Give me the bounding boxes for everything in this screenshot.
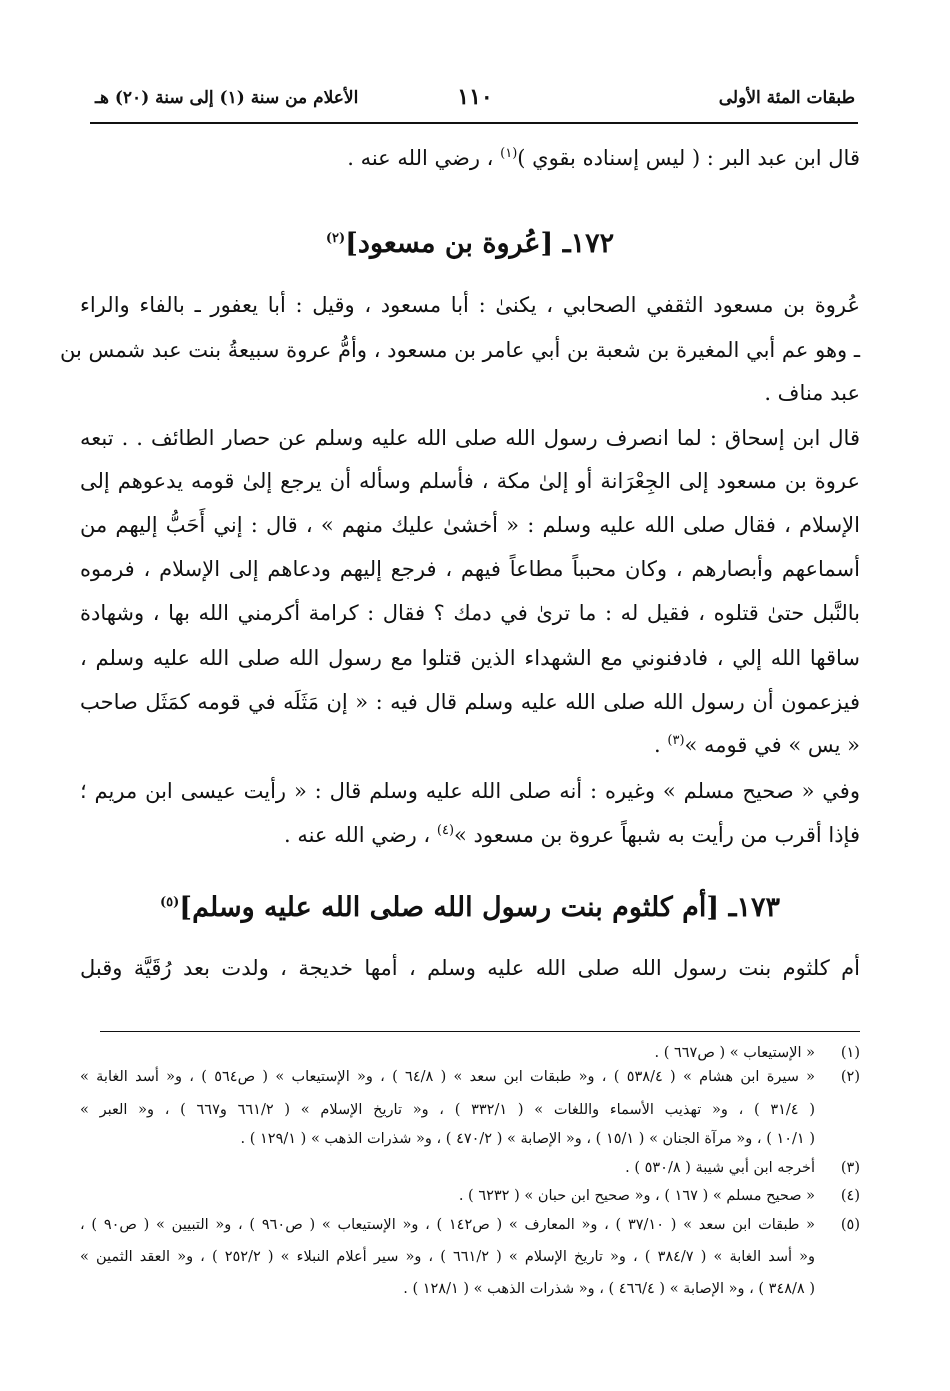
footnote-rule <box>100 1031 860 1032</box>
para3-last-text: فإذا أقرب من رأيت به شبهاً عروة بن مسعود » <box>454 823 860 847</box>
footnote-text: ( ١٠/١ ) ، و« مرآة الجنان » ( ١٥/١ ) ، و« الإصابة » ( ٤٧٠/٢ ) ، و« شذرات الذهب » ( ١٢٩/١ ) . <box>240 1131 815 1147</box>
footnote-ref-1: (١) <box>500 146 518 161</box>
para1-line: ـ وهو عم أبي المغيرة بن شعبة بن أبي عامر بن مسعود ، وأمُّ عروة سبيعةُ بنت عبد شمس بن <box>60 338 860 362</box>
para2-last-text: « يس » في قومه » <box>684 733 860 757</box>
page-number: ١١٠ <box>457 84 493 110</box>
footnote-number: (٥) <box>840 1217 860 1233</box>
entry-173-para-line: أم كلثوم بنت رسول الله صلى الله عليه وسلم ، أمها خديجة ، ولدت بعد رُقَيَّة وقبل <box>80 956 860 980</box>
para2-last-tail: . <box>654 733 668 757</box>
footnote-ref-5: (٥) <box>160 895 180 910</box>
footnote-text: أخرجه ابن أبي شيبة ( ٥٣٠/٨ ) . <box>625 1160 815 1176</box>
footnote-text: ( ٣١/٤ ) ، و« تهذيب الأسماء واللغات » ( ٣٣٢/١ ) ، و« تاريخ الإسلام » ( ٦٦١/٢ و٦٦٧ ) ، و« العبر » <box>80 1102 815 1118</box>
footnote-text: « الإستيعاب » ( ص٦٦٧ ) . <box>654 1045 815 1061</box>
footnote-3 <box>80 1155 860 1181</box>
footnote-ref-3: (٣) <box>667 733 685 748</box>
entry-172-title-text: ١٧٢ـ [عُروة بن مسعود] <box>345 228 615 259</box>
running-head-section: الأعلام من سنة (١) إلى سنة (٢٠) هـ <box>95 88 359 108</box>
footnote-2 <box>80 1064 860 1090</box>
footnote-text: و« أسد الغابة » ( ٣٨٤/٧ ) ، و« تاريخ الإسلام » ( ٦٦١/٢ ) ، و« سير أعلام النبلاء » ( ٢٥٢/٢ ) ، و« العقد الثمين » <box>80 1249 816 1265</box>
footnote-number: (٤) <box>840 1188 860 1204</box>
intro-line <box>80 143 860 173</box>
header-rule <box>90 122 858 124</box>
footnote-text: « سيرة ابن هشام » ( ٥٣٨/٤ ) ، و« طبقات ابن سعد » ( ٦٤/٨ ) ، و« الإستيعاب » ( ص٥٦٤ ) ، و« أسد الغابة » <box>80 1069 816 1085</box>
para3-last-tail: ، رضي الله عنه . <box>283 823 437 847</box>
para3-last-line <box>80 820 860 850</box>
footnote-text: « صحيح مسلم » ( ١٦٧ ) ، و« صحيح ابن حبان » ( ٦٢٣٢ ) . <box>458 1188 815 1204</box>
footnote-ref-2: (٢) <box>325 231 346 246</box>
footnote-4 <box>80 1183 860 1209</box>
footnote-5-cont <box>80 1276 860 1302</box>
footnote-text: ( ٣٤٨/٨ ) ، و« الإصابة » ( ٤٦٦/٤ ) ، و« شذرات الذهب » ( ١٢٨/١ ) . <box>403 1281 815 1297</box>
footnote-5 <box>80 1212 860 1238</box>
para2-line: فيزعمون أن رسول الله صلى الله عليه وسلم قال فيه : « إن مَثَلَه في قومه كمَثَل صاحب <box>80 690 860 714</box>
footnote-number: (١) <box>840 1045 860 1061</box>
para2-line: بالنَّبل حتىٰ قتلوه ، فقيل له : ما ترىٰ في دمك ؟ فقال : كرامة أكرمني الله بها ، وشهادة <box>80 601 860 625</box>
para1-line: عبد مناف . <box>764 381 860 405</box>
para2-last-line <box>80 730 860 760</box>
entry-173-title <box>80 888 860 928</box>
entry-172-title <box>80 224 860 264</box>
para2-line: ساقها الله إلي ، فادفنوني مع الشهداء الذين قتلوا مع رسول الله صلى الله عليه وسلم ، <box>80 646 860 670</box>
entry-173-title-text: ١٧٣ـ [أم كلثوم بنت رسول الله صلى الله عليه وسلم] <box>179 892 780 923</box>
footnote-5-cont <box>80 1244 860 1270</box>
para2-line: الإسلام ، فقال صلى الله عليه وسلم : « أخشىٰ عليك منهم » ، قال : إني أَحَبُّ إليهم من <box>80 513 860 537</box>
intro-tail: ، رضي الله عنه . <box>347 146 501 170</box>
para3-line: وفي « صحيح مسلم » وغيره : أنه صلى الله عليه وسلم قال : « رأيت عيسى ابن مريم ؛ <box>80 779 860 803</box>
footnote-number: (٣) <box>840 1160 860 1176</box>
para1-line: عُروة بن مسعود الثقفي الصحابي ، يكنىٰ : أبا مسعود ، وقيل : أبا يعفور ـ بالفاء والراء <box>80 293 860 317</box>
footnote-ref-4: (٤) <box>436 823 455 838</box>
para2-line: أسماعهم وأبصارهم ، وكان محبباً مطاعاً فيهم ، فرجع إليهم ودعاهم إلى الإسلام ، فرموه <box>80 557 860 581</box>
para2-line: قال ابن إسحاق : لما انصرف رسول الله صلى الله عليه وسلم عن حصار الطائف . . تبعه <box>80 426 860 450</box>
footnote-number: (٢) <box>840 1069 860 1085</box>
intro-text: قال ابن عبد البر : ( ليس إسناده بقوي ) <box>517 146 860 170</box>
running-head-book-title: طبقات المئة الأولى <box>718 88 855 108</box>
footnote-2-cont <box>80 1097 860 1123</box>
footnote-text: « طبقات ابن سعد » ( ٣٧/١٠ ) ، و« المعارف » ( ص١٤٢ ) ، و« الإستيعاب » ( ص٩٦٠ ) ، و« التبيين » ( ص٩٠ ) ، <box>80 1217 815 1233</box>
para2-line: عروة بن مسعود إلى الجِعْرَانة أو إلىٰ مكة ، فأسلم وسأله أن يرجع إلىٰ قومه يدعوهم إلى <box>80 469 860 493</box>
footnote-1 <box>80 1040 860 1066</box>
footnote-2-cont <box>80 1126 860 1152</box>
